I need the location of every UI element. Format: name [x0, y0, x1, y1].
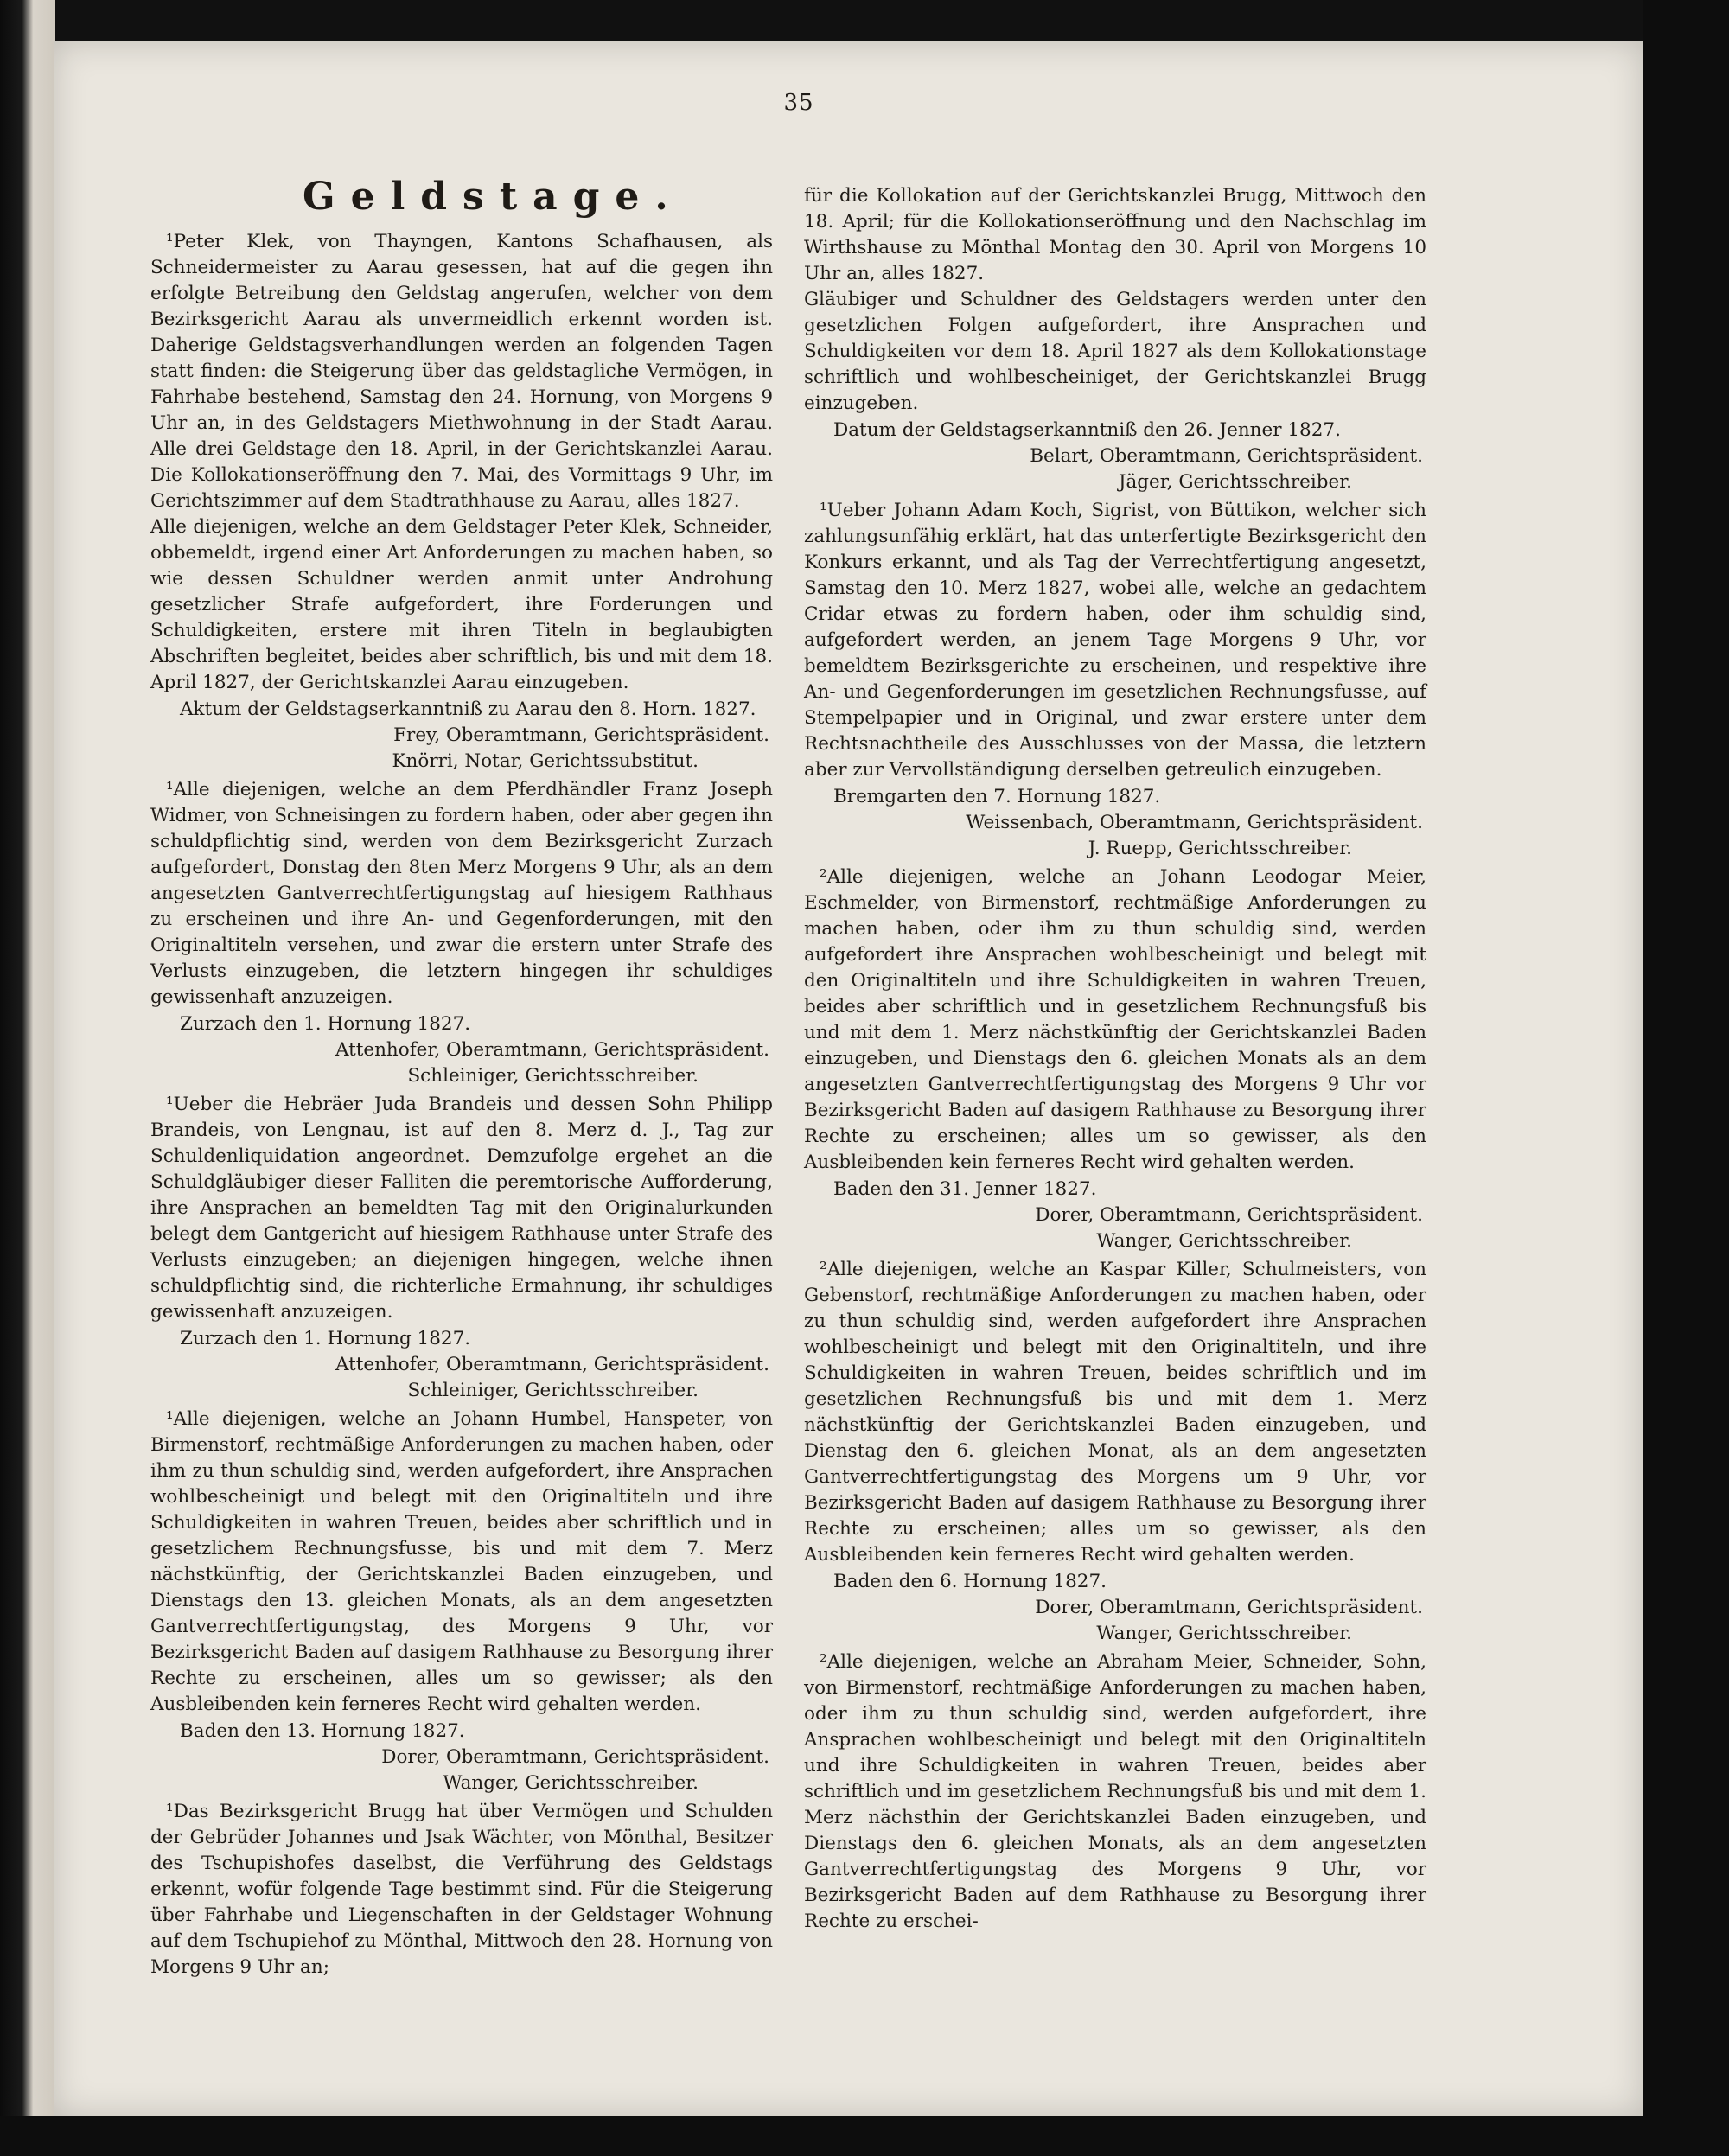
text-entry: ¹Ueber Johann Adam Koch, Sigrist, von Büttikon, welcher sich zahlungsunfähig erklärt, hat das unterfertigte Bezirksgericht den Konkurs erkannt, und als Tag der Verrechtfertigung angesetzt, Samstag den 10. Merz 1827, wobei alle, welche an gedachtem Cridar etwas zu fordern haben, oder ihm schuldig sind, aufgefordert werden, an jenem Tage Morgens 9 Uhr, vor bemeldtem Bezirksgerichte zu erscheinen, und respektive ihre An- und Gegenforderungen im gesetzlichen Rechnungsfusse, auf Stempelpapier und in Original, und zwar erstere unter dem Rechtsnachtheile des Ausschlusses von der Massa, die letztern aber zur Vervollständigung derselben getreulich einzugeben. — [804, 500, 1426, 781]
text-cont: Alle diejenigen, welche an dem Geldstager Peter Klek, Schneider, obbemeldt, irgend einer Art Anforderungen zu machen haben, so wie dessen Schuldner werden anmit unter Androhung gesetzlicher Strafe aufgefordert, ihre Forderungen und Schuldigkeiten, erstere mit ihren Titeln in beglaubigten Abschriften begleitet, beides aber schriftlich, bis und mit dem 18. April 1827, der Gerichtskanzlei Aarau einzugeben. — [150, 516, 773, 693]
text-date: Datum der Geldstagserkanntniß den 26. Jenner 1827. — [833, 419, 1341, 441]
text-sig: Frey, Oberamtmann, Gerichtspräsident. — [393, 724, 769, 746]
text-sig: Attenhofer, Oberamtmann, Gerichtspräsident. — [335, 1354, 769, 1375]
text-sig2: Wanger, Gerichtsschreiber. — [1096, 1623, 1352, 1644]
scan-border-bottom — [0, 2116, 1729, 2156]
text-date: Zurzach den 1. Hornung 1827. — [180, 1013, 471, 1035]
page-number: 35 — [783, 90, 814, 116]
text-entry: ²Alle diejenigen, welche an Abraham Meier, Schneider, Sohn, von Birmenstorf, rechtmäßige Anforderungen zu machen haben, oder ihm zu thun schuldig sind, werden aufgefordert, ihre Ansprachen wohlbescheinigt und belegt mit den Originaltiteln und ihre Schuldigkeiten in wahren Treuen, beides aber schriftlich und im gesetzlichem Rechnungsfuß bis und mit dem 1. Merz nächsthin der Gerichtskanzlei Baden einzugeben, und Dienstags den 6. gleichen Monats, als an dem angesetzten Gantverrechtfertigungstag des Morgens 9 Uhr, vor Bezirksgericht Baden auf dem Rathhause zu Besorgung ihrer Rechte zu erschei- — [804, 1651, 1426, 1932]
text-sig2: Knörri, Notar, Gerichtssubstitut. — [392, 750, 699, 772]
text-sig2: Wanger, Gerichtsschreiber. — [1096, 1230, 1352, 1252]
scan-border-right — [1643, 0, 1729, 2156]
text-entry: ¹Alle diejenigen, welche an Johann Humbel, Hanspeter, von Birmenstorf, rechtmäßige Anforderungen zu machen haben, oder ihm zu thun schuldig sind, werden aufgefordert, ihre Ansprachen wohlbescheinigt und belegt mit den Originaltiteln und ihre Schuldigkeiten in wahren Treuen, beides aber schriftlich und in gesetzlichem Rechnungsfusse, bis und mit dem 7. Merz nächstkünftig, der Gerichtskanzlei Baden einzugeben, und Dienstags den 13. gleichen Monats, als an dem angesetzten Gantverrechtfertigungstag, des Morgens 9 Uhr, vor Bezirksgericht Baden auf dasigem Rathhause zu Besorgung ihrer Rechte zu erscheinen, alles um so gewisser; als den Ausbleibenden kein ferneres Recht wird gehalten werden. — [150, 1408, 773, 1715]
right-column — [804, 183, 1426, 1935]
text-entry: ¹Ueber die Hebräer Juda Brandeis und dessen Sohn Philipp Brandeis, von Lengnau, ist auf den 8. Merz d. J., Tag zur Schuldenliquidation angeordnet. Demzufolge ergehet an die Schuldgläubiger dieser Falliten die peremtorische Aufforderung, ihre Ansprachen an bemeldten Tag mit den Originalurkunden belegt dem Gantgericht auf hiesigem Rathhause unter Strafe des Verlusts einzugeben; an diejenigen hingegen, welche ihnen schuldpflichtig sind, die richterliche Ermahnung, ihr schuldiges gewissenhaft anzuzeigen. — [150, 1094, 773, 1323]
text-sig2: J. Ruepp, Gerichtsschreiber. — [1088, 838, 1352, 859]
text-sig2: Jäger, Gerichtsschreiber. — [1118, 471, 1352, 493]
text-sig2: Wanger, Gerichtsschreiber. — [443, 1772, 699, 1794]
text-entry: ²Alle diejenigen, welche an Johann Leodogar Meier, Eschmelder, von Birmenstorf, rechtmäßige Anforderungen zu machen haben, oder ihm zu thun schuldig sind, werden aufgefordert ihre Ansprachen wohlbescheinigt und belegt mit den Originaltiteln und ihre Schuldigkeiten in wahren Treuen, beides aber schriftlich und in gesetzlichem Rechnungsfuß bis und mit dem 1. Merz nächstkünftig der Gerichtskanzlei Baden einzugeben, und Dienstags den 6. gleichen Monats als an dem angesetzten Gantverrechtfertigungstag des Morgens 9 Uhr vor Bezirksgericht Baden auf dasigem Rathhause zu Besorgung ihrer Rechte zu erscheinen; alles um so gewisser, als den Ausbleibenden kein ferneres Recht wird gehalten werden. — [804, 866, 1426, 1173]
text-sig: Belart, Oberamtmann, Gerichtspräsident. — [1030, 445, 1423, 467]
text-entry: ¹Alle diejenigen, welche an dem Pferdhändler Franz Joseph Widmer, von Schneisingen zu fordern haben, oder aber gegen ihn schuldpflichtig sind, werden von dem Bezirksgericht Zurzach aufgefordert, Donstag den 8ten Merz Morgens 9 Uhr, als an dem angesetzten Gantverrechtfertigungstag auf hiesigem Rathhaus zu erscheinen und ihre An- und Gegenforderungen, mit den Originaltiteln versehen, und zwar die erstern unter Strafe des Verlusts einzugeben, die letztern hingegen ihr schuldiges gewissenhaft anzuzeigen. — [150, 779, 773, 1008]
text-date: Baden den 31. Jenner 1827. — [833, 1178, 1097, 1200]
text-entry: ²Alle diejenigen, welche an Kaspar Killer, Schulmeisters, von Gebenstorf, rechtmäßige Anforderungen zu machen haben, oder zu thun schuldig sind, werden aufgefordert ihre Ansprachen wohlbescheinigt und belegt mit den Originaltiteln, und ihre Schuldigkeiten in wahren Treuen, beides schriftlich und im gesetzlichen Rechnungsfuß bis und mit dem 1. Merz nächstkünftig der Gerichtskanzlei Baden einzugeben, und Dienstag den 6. gleichen Monat, als an dem angesetzten Gantverrechtfertigungstag des Morgens um 9 Uhr, vor Bezirksgericht Baden auf dasigem Rathhause zu Besorgung ihrer Rechte zu erscheinen; alles um so gewisser, als den Ausbleibenden kein ferneres Recht wird gehalten werden. — [804, 1259, 1426, 1566]
section-heading: Geldstage. — [303, 175, 684, 219]
left-column — [150, 226, 773, 1981]
text-date: Bremgarten den 7. Hornung 1827. — [833, 786, 1161, 807]
text-sig: Dorer, Oberamtmann, Gerichtspräsident. — [1035, 1204, 1423, 1226]
text-cont: Gläubiger und Schuldner des Geldstagers werden unter den gesetzlichen Folgen aufgefordert, ihre Ansprachen und Schuldigkeiten vor dem 18. April 1827 als dem Kollokationstage schriftlich und wohlbescheiniget, der Gerichtskanzlei Brugg einzugeben. — [804, 289, 1426, 414]
text-entry: ¹Peter Klek, von Thayngen, Kantons Schafhausen, als Schneidermeister zu Aarau gesessen, hat auf die gegen ihn erfolgte Betreibung den Geldstag angerufen, welcher von dem Bezirksgericht Aarau als unvermeidlich erkennt worden ist. Daherige Geldstagsverhandlungen werden an folgenden Tagen statt finden: die Steigerung über das geldstagliche Vermögen, in Fahrhabe bestehend, Samstag den 24. Hornung, von Morgens 9 Uhr an, in des Geldstagers Miethwohnung in der Stadt Aarau. Alle drei Geldstage den 18. April, in der Gerichtskanzlei Aarau. Die Kollokationseröffnung den 7. Mai, des Vormittags 9 Uhr, im Gerichtszimmer auf dem Stadtrathhause zu Aarau, alles 1827. — [150, 231, 773, 512]
text-sig: Dorer, Oberamtmann, Gerichtspräsident. — [1035, 1597, 1423, 1618]
text-entry: ¹Das Bezirksgericht Brugg hat über Vermögen und Schulden der Gebrüder Johannes und Jsak Wächter, von Mönthal, Besitzer des Tschupishofes daselbst, die Verführung des Geldstags erkennt, wofür folgende Tage bestimmt sind. Für die Steigerung über Fahrhabe und Liegenschaften in der Geldstager Wohnung auf dem Tschupiehof zu Mönthal, Mittwoch den 28. Hornung von Morgens 9 Uhr an; — [150, 1801, 773, 1978]
text-sig: Weissenbach, Oberamtmann, Gerichtspräsident. — [966, 812, 1423, 833]
text-sig: Dorer, Oberamtmann, Gerichtspräsident. — [381, 1746, 769, 1768]
text-sig: Attenhofer, Oberamtmann, Gerichtspräsident. — [335, 1039, 769, 1061]
text-date: Aktum der Geldstagserkanntniß zu Aarau den 8. Horn. 1827. — [180, 698, 756, 720]
text-date: Zurzach den 1. Hornung 1827. — [180, 1328, 471, 1349]
text-sig2: Schleiniger, Gerichtsschreiber. — [407, 1065, 699, 1087]
scan-border-left — [0, 0, 55, 2156]
text-date: Baden den 13. Hornung 1827. — [180, 1720, 465, 1742]
text-date: Baden den 6. Hornung 1827. — [833, 1571, 1107, 1592]
text-cont: für die Kollokation auf der Gerichtskanzlei Brugg, Mittwoch den 18. April; für die Kollokationseröffnung und den Nachschlag im Wirthshause zu Mönthal Montag den 30. April von Morgens 10 Uhr an, alles 1827. — [804, 185, 1426, 284]
text-sig2: Schleiniger, Gerichtsschreiber. — [407, 1380, 699, 1401]
